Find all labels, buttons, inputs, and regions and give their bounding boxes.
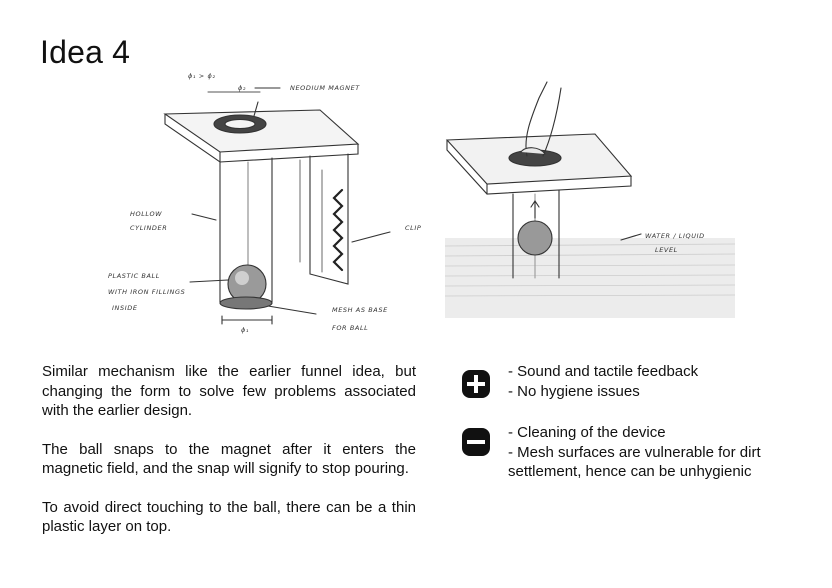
water-level-label-2: LEVEL xyxy=(655,246,678,254)
description-paragraph-1: Similar mechanism like the earlier funnel idea, but changing the form to solve few problems associated with the earlier design. xyxy=(42,363,416,419)
description xyxy=(42,362,416,556)
plastic-ball-label-2: WITH IRON FILLINGS xyxy=(108,288,186,296)
magnet-diameter-note: ɸ₁ > ɸ₂ xyxy=(188,72,216,80)
plastic-ball-label-3: INSIDE xyxy=(112,304,138,312)
pros-list xyxy=(508,362,798,401)
plastic-ball-label-1: PLASTIC BALL xyxy=(108,272,160,280)
device-sketch xyxy=(100,62,435,352)
page-title: Idea 4 xyxy=(40,34,131,70)
clip-label: CLIP xyxy=(405,224,422,232)
minus-icon xyxy=(462,428,490,456)
phi1-label: ɸ₁ xyxy=(241,326,250,334)
pros-item: - Sound and tactile feedback xyxy=(508,363,699,380)
cons-list xyxy=(508,423,798,482)
cons-item: - Mesh surfaces are vulnerable for dirt settlement, hence can be unhygienic xyxy=(508,443,761,480)
phi2-label: ɸ₂ xyxy=(238,84,247,92)
cons-item: - Cleaning of the device xyxy=(508,424,666,441)
hollow-cylinder-label-1: HOLLOW xyxy=(130,210,163,218)
plus-icon xyxy=(462,370,490,398)
in-use-sketch xyxy=(435,78,735,318)
mesh-label-2: FOR BALL xyxy=(332,324,369,332)
neodium-magnet-label: NEODIUM MAGNET xyxy=(290,84,360,92)
hollow-cylinder-label-2: CYLINDER xyxy=(130,224,168,232)
description-paragraph-3: To avoid direct touching to the ball, there can be a thin plastic layer on top. xyxy=(42,498,416,535)
pros-item: - No hygiene issues xyxy=(508,382,640,400)
mesh-label-1: MESH AS BASE xyxy=(332,306,388,314)
water-level-label-1: WATER / LIQUID xyxy=(645,232,705,240)
description-paragraph-2: The ball snaps to the magnet after it enters the magnetic field, and the snap will signify to stop pouring. xyxy=(42,440,416,477)
